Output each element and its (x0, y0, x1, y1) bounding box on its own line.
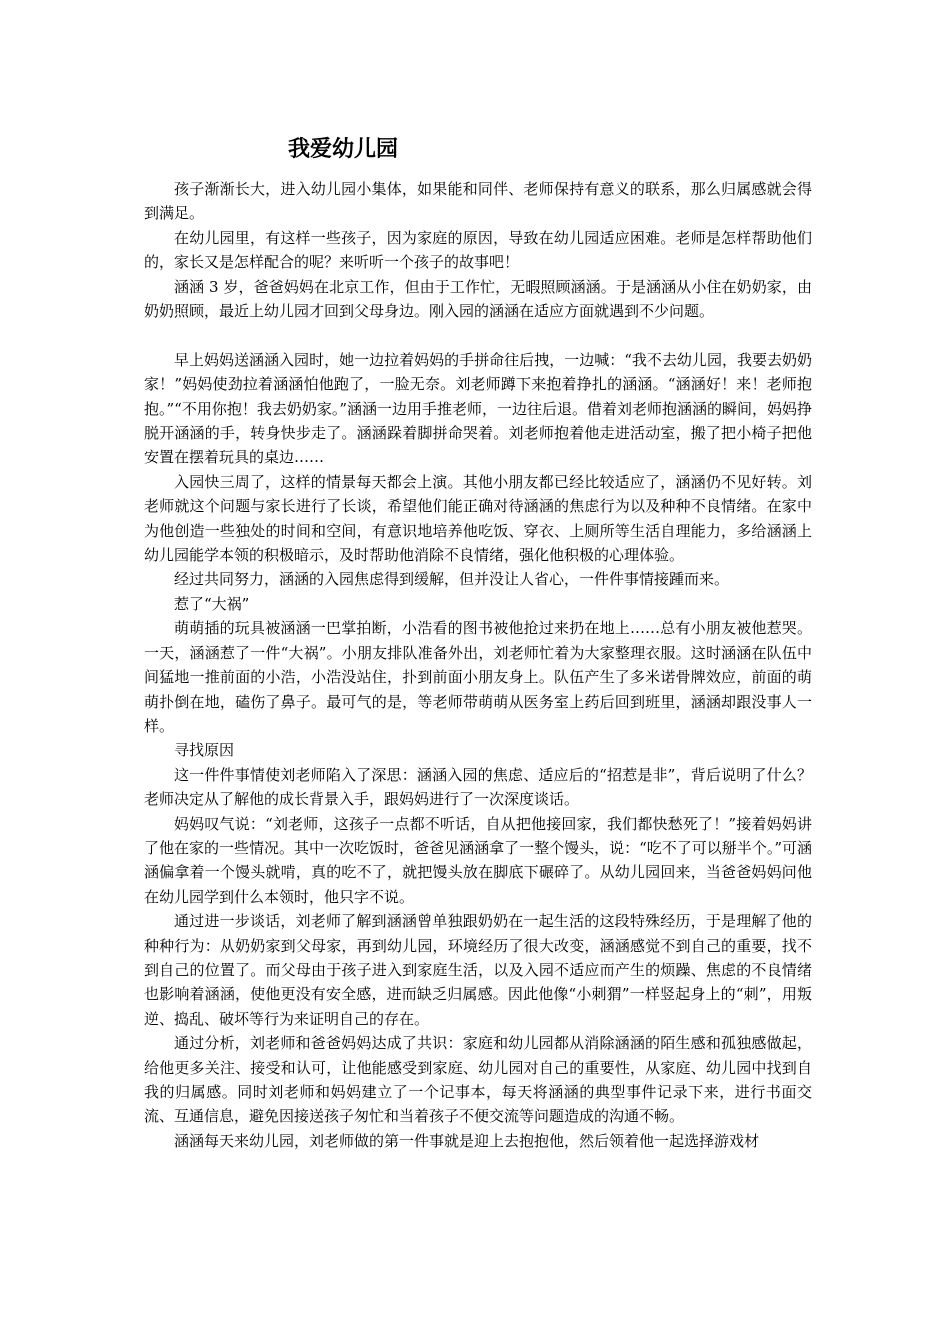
paragraph: 涵涵 3 岁，爸爸妈妈在北京工作，但由于工作忙，无暇照顾涵涵。于是涵涵从小住在奶奶家，由奶奶照顾，最近上幼儿园才回到父母身边。刚入园的涵涵在适应方面就遇到不少问题。 (144, 277, 812, 321)
paragraph: 经过共同努力，涵涵的入园焦虑得到缓解，但并没让人省心，一件件事情接踵而来。 (174, 570, 730, 589)
paragraph: 早上妈妈送涵涵入园时，她一边拉着妈妈的手拼命往后拽，一边喊：“我不去幼儿园，我要去奶奶家！”妈妈使劲拉着涵涵怕他跑了，一脸无奈。刘老师蹲下来抱着挣扎的涵涵。“涵涵好！来！老师抱抱。”“不用你抱！我去奶奶家。”涵涵一边用手推老师，一边往后退。借着刘老师抱涵涵的瞬间，妈妈挣脱开涵涵的手，转身快步走了。涵涵跺着脚拼命哭着。刘老师抱着他走进活动室，搬了把小椅子把他安置在摆着玩具的桌边…… (144, 350, 813, 467)
document-title: 我爱幼儿园 (288, 137, 399, 162)
paragraph: 通过分析，刘老师和爸爸妈妈达成了共识：家庭和幼儿园都从消除涵涵的陌生感和孤独感做起，给他更多关注、接受和认可，让他能感受到家庭、幼儿园对自己的重要性，从家庭、幼儿园中找到自我的归属感。同时刘老师和妈妈建立了一个记事本，每天将涵涵的典型事件记录下来，进行书面交流、互通信息，避免因接送孩子匆忙和当着孩子不便交流等问题造成的沟通不畅。 (144, 1034, 812, 1126)
paragraph: 在幼儿园里，有这样一些孩子，因为家庭的原因，导致在幼儿园适应困难。老师是怎样帮助他们的，家长又是怎样配合的呢？来听听一个孩子的故事吧！ (144, 228, 812, 272)
paragraph: 入园快三周了，这样的情景每天都会上演。其他小朋友都已经比较适应了，涵涵仍不见好转。刘老师就这个问题与家长进行了长谈，希望他们能正确对待涵涵的焦虑行为以及种种不良情绪。在家中为他创造一些独处的时间和空间，有意识地培养他吃饭、穿衣、上厕所等生活自理能力，多给涵涵上幼儿园能学本领的积极暗示，及时帮助他消除不良情绪，强化他积极的心理体验。 (144, 472, 812, 565)
paragraph: 萌萌插的玩具被涵涵一巴掌拍断，小浩看的图书被他抢过来扔在地上……总有小朋友被他惹哭。一天，涵涵惹了一件“大祸”。小朋友排队准备外出，刘老师忙着为大家整理衣服。这时涵涵在队伍中间猛地一推前面的小浩，小浩没站住，扑到前面小朋友身上。队伍产生了多米诺骨牌效应，前面的萌萌扑倒在地，磕伤了鼻子。最可气的是，等老师带萌萌从医务室上药后回到班里，涵涵却跟没事人一样。 (144, 619, 812, 735)
paragraph: 涵涵每天来幼儿园，刘老师做的第一件事就是迎上去抱抱他，然后领着他一起选择游戏材 (174, 1131, 760, 1150)
document-body (144, 177, 812, 1153)
paragraph: 通过进一步谈话，刘老师了解到涵涵曾单独跟奶奶在一起生活的这段特殊经历，于是理解了他的种种行为：从奶奶家到父母家，再到幼儿园，环境经历了很大改变，涵涵感觉不到自己的重要，找不到自己的位置了。而父母由于孩子进入到家庭生活，以及入园不适应而产生的烦躁、焦虑的不良情绪也影响着涵涵，使他更没有安全感，进而缺乏归属感。因此他像“小刺猬”一样竖起身上的“刺”，用叛逆、捣乱、破坏等行为来证明自己的存在。 (144, 912, 812, 1028)
paragraph: 妈妈叹气说：“刘老师，这孩子一点都不听话，自从把他接回家，我们都快愁死了！”接着妈妈讲了他在家的一些情况。其中一次吃饭时，爸爸见涵涵拿了一整个馒头，说：“吃不了可以掰半个。”可涵涵偏拿着一个馒头就啃，真的吃不了，就把馒头放在脚底下碾碎了。从幼儿园回来，当爸爸妈妈问他在幼儿园学到什么本领时，他只字不说。 (144, 814, 812, 906)
section-heading: 寻找原因 (174, 741, 235, 760)
paragraph: 这一件件事情使刘老师陷入了深思：涵涵入园的焦虑、适应后的“招惹是非”，背后说明了什么？老师决定从了解他的成长背景入手，跟妈妈进行了一次深度谈话。 (144, 765, 812, 809)
section-heading: 惹了“大祸” (174, 594, 250, 613)
blank-line (144, 323, 812, 347)
paragraph: 孩子渐渐长大，进入幼儿园小集体，如果能和同伴、老师保持有意义的联系，那么归属感就会得到满足。 (144, 180, 812, 223)
